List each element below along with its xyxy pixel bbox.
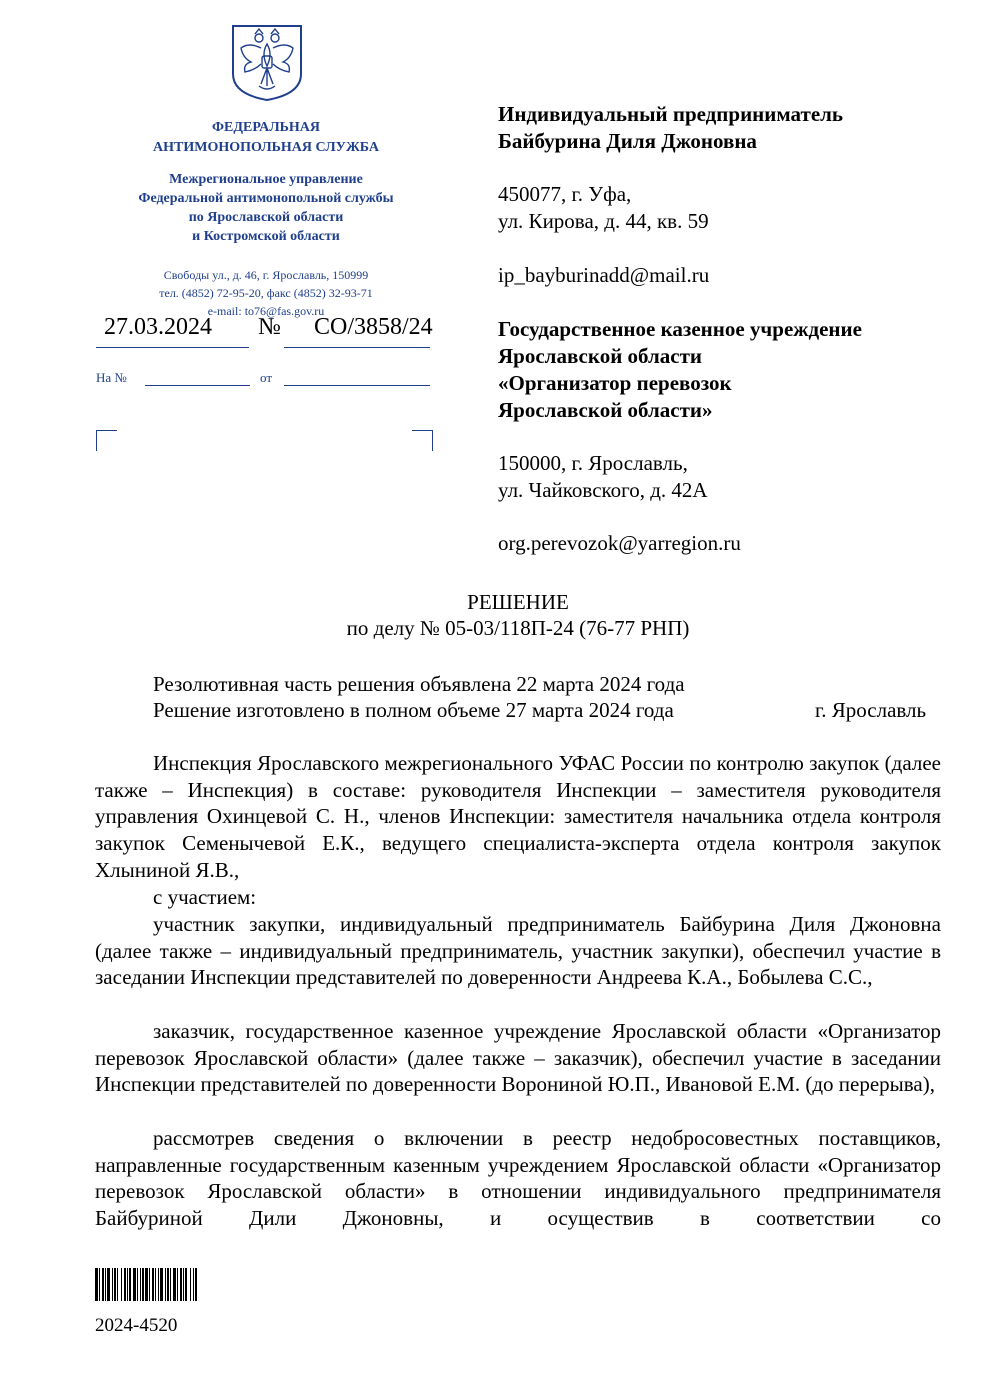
addressee-2-address (498, 450, 968, 504)
agency-name-line1: ФЕДЕРАЛЬНАЯ (211, 120, 320, 135)
sender-contacts (96, 266, 436, 320)
dept-line4: и Костромской области (192, 229, 340, 244)
reg-number-underline (284, 347, 430, 348)
reference-date-line (284, 385, 430, 386)
addressee-2-email: org.perevozok@yarregion.ru (498, 531, 741, 555)
sender-email: e-mail: to76@fas.gov.ru (207, 304, 325, 318)
announced-date-line: Резолютивная часть решения объявлена 22 марта 2024 года (153, 672, 685, 696)
reference-number-line (145, 385, 250, 386)
decision-city: г. Ярославль (815, 698, 927, 722)
agency-name-line2: АНТИМОНОПОЛЬНАЯ СЛУЖБА (153, 140, 379, 155)
paragraph-participation: с участием: (153, 885, 257, 909)
addressee-2-name-line3: «Организатор перевозок (498, 371, 732, 395)
registration-number-sign: № (258, 314, 281, 340)
addressee-1-address-line1: 450077, г. Уфа, (498, 182, 632, 206)
paragraph-inspection: Инспекция Ярославского межрегионального УФАС России по контролю закупок (далее также – Инспекция) в составе: руководителя Инспекции – заместителя руководителя управления Охинцевой С. Н., членов Инспекции: заместителя начальника отдела контроля закупок Семенычевой Е.К., ведущего специалиста-эксперта отдела контроля закупок Хлыниной Я.В., (95, 751, 941, 882)
dept-line1: Межрегиональное управление (169, 172, 363, 187)
decision-case-number: по делу № 05-03/118П-24 (76-77 РНП) (346, 616, 690, 640)
reference-number-label: На № (96, 370, 127, 385)
registration-date: 27.03.2024 (104, 314, 212, 340)
addressee-1-name (498, 101, 968, 155)
addressee-2-name-line1: Государственное казенное учреждение (498, 317, 862, 341)
dept-line2: Федеральной антимонопольной службы (138, 191, 394, 206)
department-name (96, 170, 436, 246)
corner-mark-right (412, 430, 433, 451)
decision-title: РЕШЕНИЕ (467, 590, 569, 614)
made-date-line: Решение изготовлено в полном объеме 27 марта 2024 года (153, 698, 674, 722)
document-id: 2024-4520 (95, 1315, 178, 1336)
reference-date-label: от (260, 370, 273, 385)
paragraph-review: рассмотрев сведения о включении в реестр недобросовестных поставщиков, направленные государственным казенным учреждением Ярославской области «Организатор перевозок Ярославской области» в отношении индивидуального предпринимателя Байбуриной Дили Джоновны, и осуществив в соответствии со (95, 1126, 941, 1231)
addressee-2-address-line2: ул. Чайковского, д. 42А (498, 478, 708, 502)
addressee-1-name-line2: Байбурина Диля Джоновна (498, 129, 757, 153)
dept-line3: по Ярославской области (188, 210, 344, 225)
paragraph-customer: заказчик, государственное казенное учреждение Ярославской области «Организатор перевозок Ярославской области» (далее также – заказчик), обеспечил участие в заседании Инспекции представителей по доверенности Ворониной Ю.П., Ивановой Е.М. (до перерыва), (95, 1019, 941, 1097)
registration-number: СО/3858/24 (314, 314, 433, 340)
addressee-2-name (498, 316, 968, 424)
reg-date-underline (96, 347, 249, 348)
addressee-2-name-line4: Ярославской области» (498, 398, 713, 422)
addressee-1-email: ip_bayburinadd@mail.ru (498, 263, 710, 287)
agency-name (96, 118, 436, 158)
sender-phone: тел. (4852) 72-95-20, факс (4852) 32-93-71 (159, 286, 373, 300)
addressee-1-name-line1: Индивидуальный предприниматель (498, 102, 844, 126)
addressee-1-address-line2: ул. Кирова, д. 44, кв. 59 (498, 209, 709, 233)
barcode-bar (197, 1268, 198, 1301)
corner-mark-left (96, 430, 117, 451)
addressee-2-address-line1: 150000, г. Ярославль, (498, 451, 688, 475)
addressee-1-address (498, 181, 968, 235)
coat-of-arms-icon (231, 24, 303, 102)
addressee-2-name-line2: Ярославской области (498, 344, 703, 368)
barcode (95, 1268, 198, 1301)
paragraph-participant: участник закупки, индивидуальный предприниматель Байбурина Диля Джоновна (далее также – индивидуальный предприниматель, участник закупки), обеспечил участие в заседании Инспекции представителей по доверенности Андреева К.А., Бобылева С.С., (95, 912, 941, 990)
sender-address: Свободы ул., д. 46, г. Ярославль, 150999 (163, 268, 369, 282)
